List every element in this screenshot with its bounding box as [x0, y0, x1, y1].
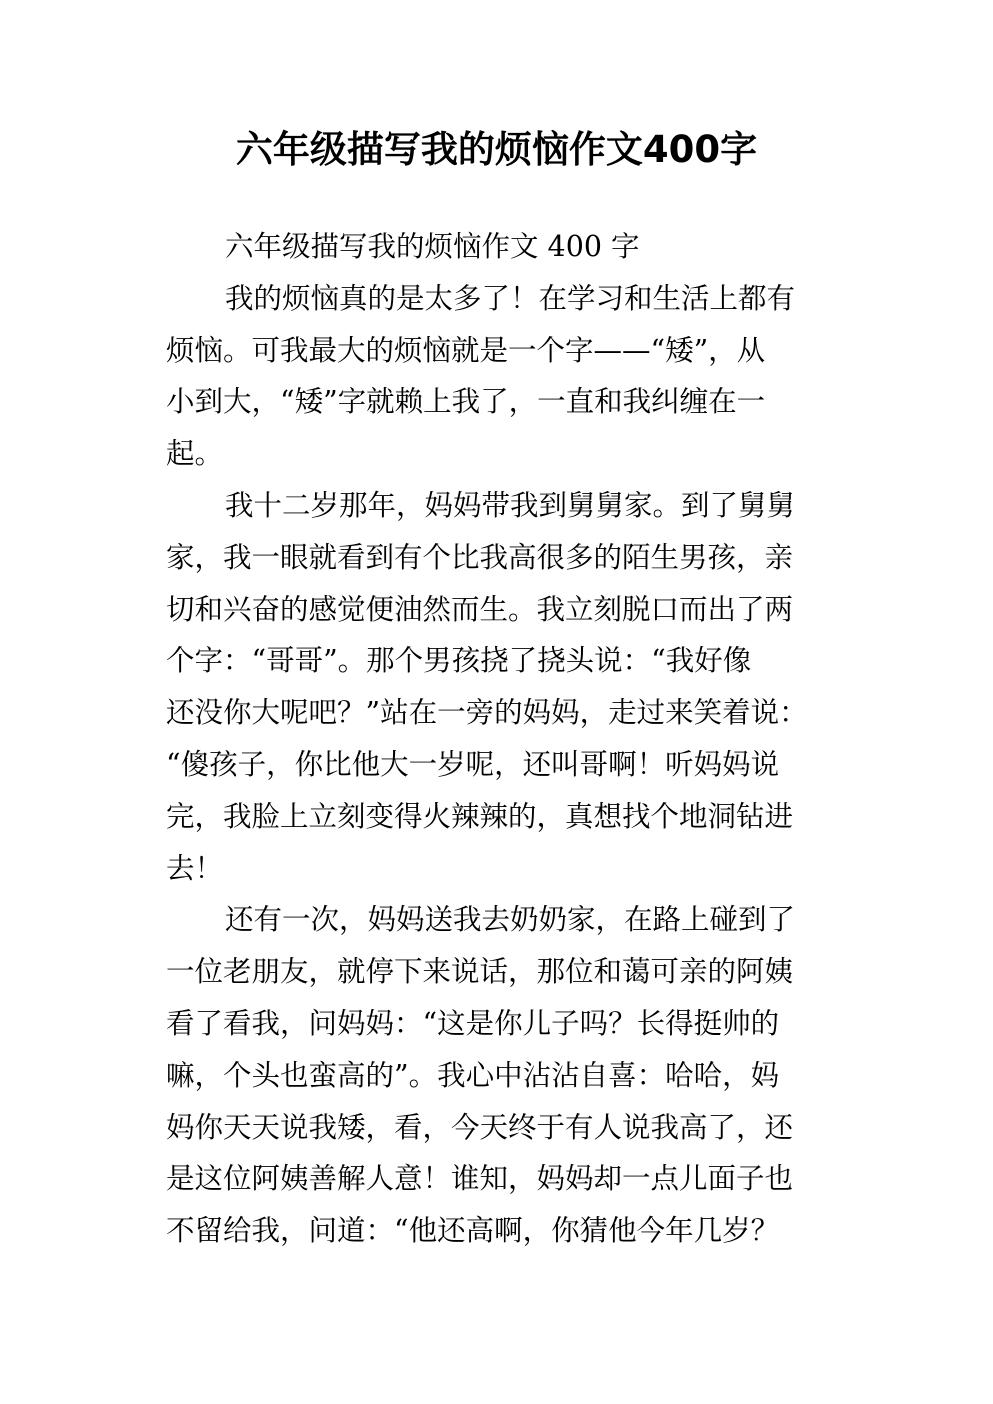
paragraph-2-line: 家，我一眼就看到有个比我高很多的陌生男孩，亲: [166, 540, 794, 574]
paragraph-2-line: 切和兴奋的感觉便油然而生。我立刻脱口而出了两: [166, 592, 794, 626]
paragraph-3-line: 不留给我，问道：“他还高啊，你猜他今年几岁？: [166, 1214, 780, 1248]
paragraph-3-line: 还有一次，妈妈送我去奶奶家，在路上碰到了: [225, 903, 796, 937]
paragraph-3-line: 看了看我，问妈妈：“这是你儿子吗？长得挺帅的: [166, 1006, 780, 1040]
paragraph-1-line: 烦恼。可我最大的烦恼就是一个字——“矮”，从: [166, 333, 766, 367]
paragraph-1-line: 小到大，“矮”字就赖上我了，一直和我纠缠在一: [166, 385, 766, 419]
paragraph-2-line: 个字：“哥哥”。那个男孩挠了挠头说：“我好像: [166, 644, 752, 678]
document-title: 六年级描写我的烦恼作文400字: [235, 128, 758, 171]
paragraph-3-line: 是这位阿姨善解人意！谁知，妈妈却一点儿面子也: [166, 1162, 794, 1196]
paragraph-3-line: 嘛，个头也蛮高的”。我心中沾沾自喜：哈哈，妈: [166, 1058, 780, 1092]
paragraph-2-line: 我十二岁那年，妈妈带我到舅舅家。到了舅舅: [225, 488, 796, 522]
paragraph-2-line: 去！: [166, 851, 224, 885]
paragraph-3-line: 妈你天天说我矮，看，今天终于有人说我高了，还: [166, 1110, 794, 1144]
paragraph-2-line: “傻孩子，你比他大一岁呢，还叫哥啊！听妈妈说: [166, 747, 780, 781]
paragraph-3-line: 一位老朋友，就停下来说话，那位和蔼可亲的阿姨: [166, 955, 794, 989]
paragraph-2-line: 完，我脸上立刻变得火辣辣的，真想找个地洞钻进: [166, 799, 794, 833]
paragraph-2-line: 还没你大呢吧？”站在一旁的妈妈，走过来笑着说：: [166, 696, 808, 730]
document-body: [166, 221, 830, 1257]
paragraph-1-line: 我的烦恼真的是太多了！在学习和生活上都有: [225, 281, 796, 315]
subtitle-line: 六年级描写我的烦恼作文 400 字: [225, 230, 640, 263]
paragraph-1-line: 起。: [166, 437, 224, 471]
